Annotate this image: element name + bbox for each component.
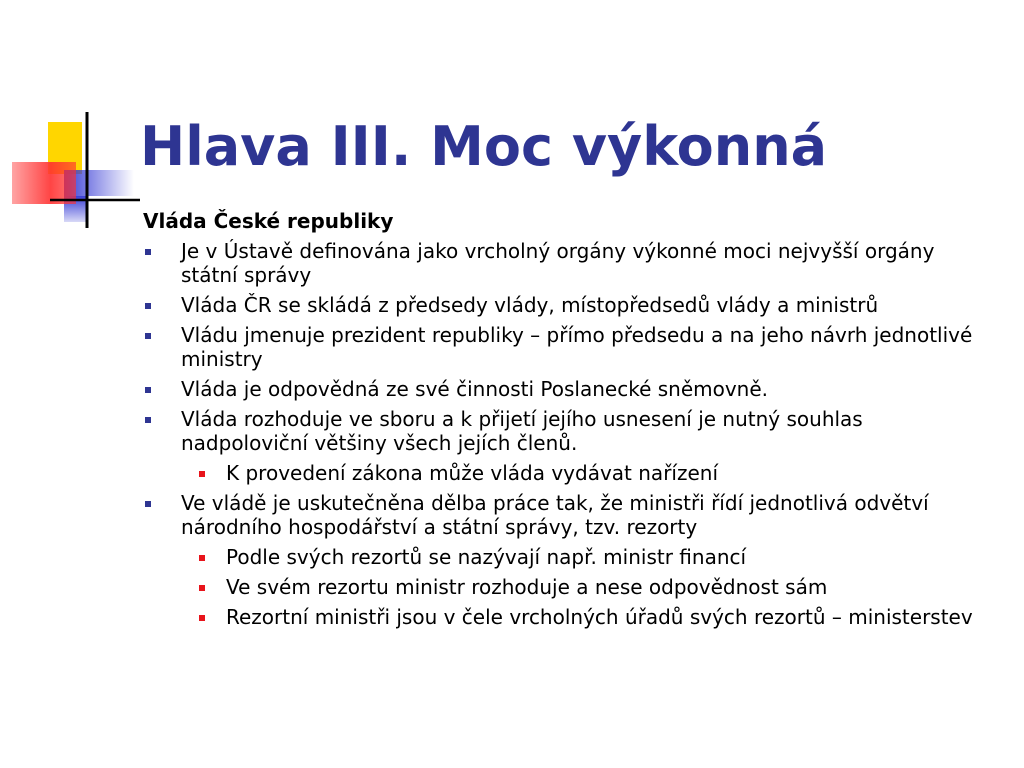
corner-decoration bbox=[0, 0, 160, 240]
sub-bullet-item: Ve svém rezortu ministr rozhoduje a nese odpovědnost sám bbox=[143, 575, 983, 599]
slide-title: Hlava III. Moc výkonná bbox=[140, 115, 828, 178]
sub-bullet-item: Rezortní ministři jsou v čele vrcholných úřadů svých rezortů – ministerstev bbox=[143, 605, 983, 629]
sub-bullet-item: K provedení zákona může vláda vydávat nařízení bbox=[143, 461, 983, 485]
bullet-item: Je v Ústavě definována jako vrcholný orgány výkonné moci nejvyšší orgány státní správy bbox=[143, 239, 983, 287]
bullet-item: Ve vládě je uskutečněna dělba práce tak, že ministři řídí jednotlivá odvětví národního hospodářství a státní správy, tzv. rezorty bbox=[143, 491, 983, 539]
subheading: Vláda České republiky bbox=[143, 209, 394, 233]
bullet-item: Vláda ČR se skládá z předsedy vlády, místopředsedů vlády a ministrů bbox=[143, 293, 983, 317]
slide-content bbox=[143, 207, 983, 635]
bullet-item: Vláda je odpovědná ze své činnosti Poslanecké sněmovně. bbox=[143, 377, 983, 401]
bullet-item: Vláda rozhoduje ve sboru a k přijetí jejího usnesení je nutný souhlas nadpoloviční většiny všech jejích členů. bbox=[143, 407, 983, 455]
bullet-item: Vládu jmenuje prezident republiky – přímo předsedu a na jeho návrh jednotlivé ministry bbox=[143, 323, 983, 371]
red-gradient-block bbox=[12, 162, 76, 204]
bullet-list bbox=[143, 239, 983, 629]
sub-bullet-item: Podle svých rezortů se nazývají např. ministr financí bbox=[143, 545, 983, 569]
